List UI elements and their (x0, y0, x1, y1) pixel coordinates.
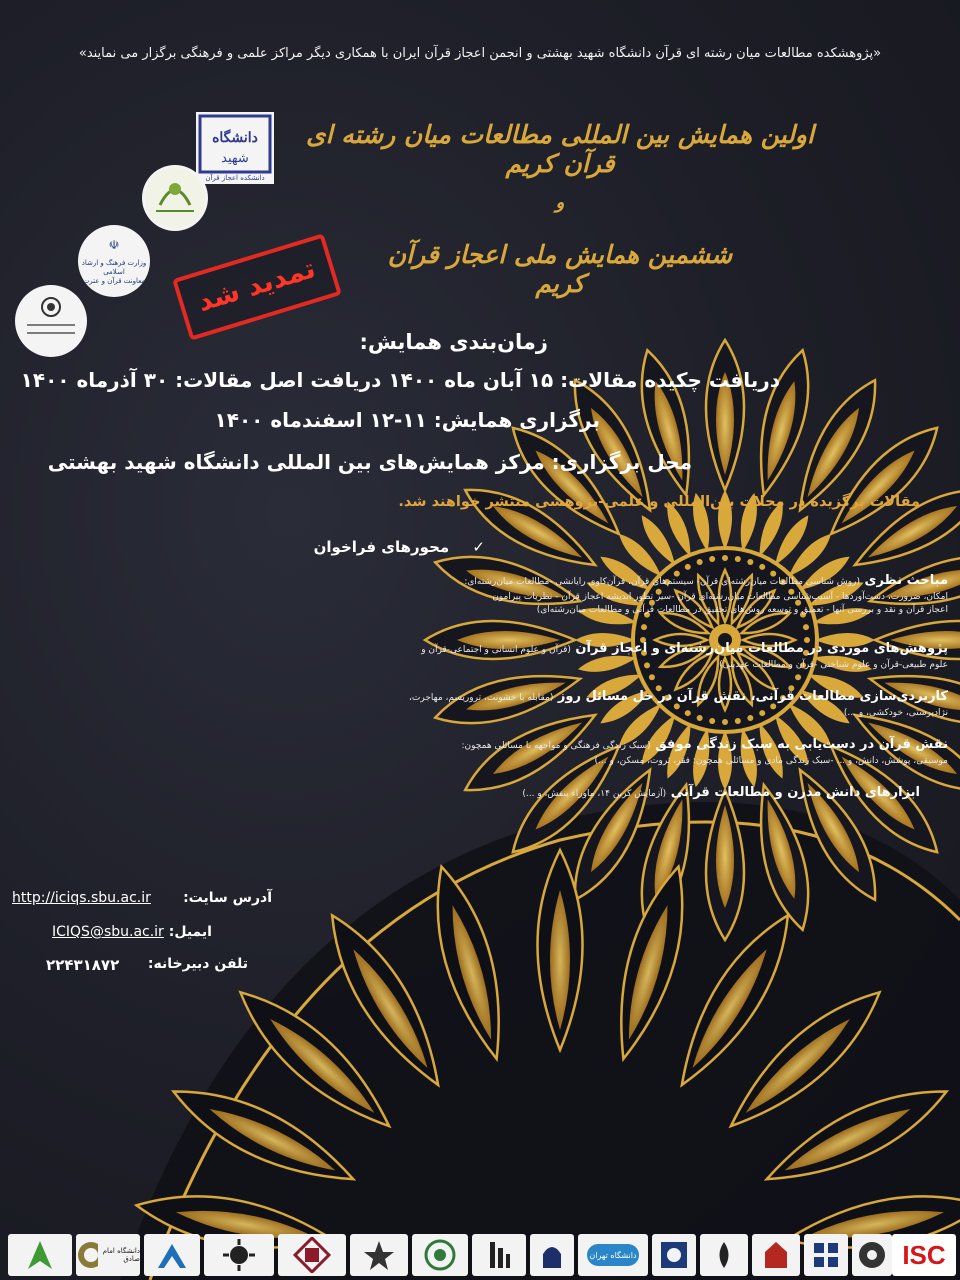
axis-detail-cont: امکان، ضرورت، دست‌آوردها - آسیب‌شناسی مطالعات میان‌رشته‌ای قرآن -سیر تطور اندیشه اعجاز قرآن - نظریات پیرامون (492, 591, 948, 602)
sbu-logo-caption: دانشکده اعجاز قرآن (205, 174, 265, 182)
axis-title: مباحث نظری (864, 573, 948, 588)
sponsor-logo (472, 1234, 526, 1276)
isc-logo: ISC (892, 1234, 956, 1276)
iran-emblem-icon (707, 1238, 741, 1272)
dome-emblem-icon (537, 1238, 567, 1272)
axis-detail: (روش شناسی مطالعات میان‌رشته‌ای قرآن- سیستم‌های قرآن، قرآن‌کاوی رایانشی -مطالعات میان‌رشته‌ای: (464, 577, 861, 587)
star-emblem-icon (361, 1238, 397, 1272)
publication-notice: مقالات برگزیده در مجلات بین‌المللی و علمی-پژوهشی منتشر خواهند شد. (398, 494, 920, 510)
sponsor-logo (700, 1234, 748, 1276)
axis-detail-cont: علوم طبیعی-قرآن و علوم شناختی -قرآن و مطالعات عهدینی) (719, 659, 948, 670)
sponsor-logo (752, 1234, 800, 1276)
sponsor-logo (278, 1234, 346, 1276)
grid-emblem-icon (809, 1238, 843, 1272)
svg-text:☫: ☫ (108, 238, 120, 252)
website-link[interactable]: http://iciqs.sbu.ac.ir (12, 890, 151, 906)
sponsor-logo (350, 1234, 408, 1276)
axis-title: نقش قرآن در دست‌یابی به سبک زندگی موفق (655, 737, 948, 752)
conference-venue: محل برگزاری: مرکز همایش‌های بین المللی دانشگاه شهید بهشتی (47, 450, 692, 474)
extended-stamp: تمدید شد (172, 233, 342, 340)
quran-miracle-society-logo (142, 165, 208, 231)
sponsor-logo (652, 1234, 696, 1276)
imam-sadiq-university-logo (76, 1234, 140, 1276)
circular-seal-icon (15, 285, 87, 357)
axis-item (8, 640, 948, 672)
green-emblem-icon (142, 165, 208, 231)
conference-title-second: ششمین همایش ملی اعجاز قرآن کریم (387, 240, 733, 298)
dark-seal-icon (856, 1238, 888, 1272)
organizers-line: «پژوهشکده مطالعات میان رشته ای قرآن دانشگاه شهید بهشتی و انجمن اعجاز قرآن ایران با همکاری دیگر مراکز علمی و فرهنگی برگزار می نمایند» (78, 46, 882, 61)
islamic-propagation-logo (15, 285, 87, 357)
red-building-icon (759, 1238, 793, 1272)
title-conjunction: و (555, 192, 565, 213)
axis-item (20, 784, 920, 803)
sponsor-logo (852, 1234, 892, 1276)
navy-emblem-icon (657, 1238, 691, 1272)
axis-item (8, 736, 948, 768)
green-figure-icon (20, 1237, 60, 1273)
axis-title: پژوهش‌های موردی در مطالعات میان‌رشته‌ای و اعجاز قرآن (575, 641, 948, 656)
axis-detail-cont: موسیقی، پوشش، دانش، و ... -سبک زندگی مادی و مسائلی همچون: فقر، ثروت، مسکن، و ...) (594, 755, 948, 766)
axis-detail: (مقابله با خشونت، تروریسم، مهاجرت، (409, 693, 554, 703)
mandala-group (120, 340, 960, 1280)
call-axes-heading-label: محورهای فراخوان (313, 538, 450, 556)
ministry-name: وزارت فرهنگ و ارشاد اسلامی (81, 259, 147, 277)
ministry-sub: معاونت قرآن و عترت (82, 277, 146, 286)
website-label: آدرس سایت: (183, 890, 272, 906)
call-axes-heading (314, 538, 485, 556)
sponsor-logo (412, 1234, 468, 1276)
maroon-emblem-icon (292, 1237, 332, 1273)
axis-item (8, 688, 948, 720)
tehran-univ-label: دانشگاه تهران (589, 1250, 637, 1260)
svg-text:دانشگاه: دانشگاه (212, 130, 258, 146)
sponsor-logo (804, 1234, 848, 1276)
schedule-heading: زمان‌بندی همایش: (359, 330, 548, 354)
email-link[interactable]: ICIQS@sbu.ac.ir (52, 924, 164, 940)
sbu-quran-faculty-logo (196, 112, 274, 184)
svg-text:شهید: شهید (221, 151, 249, 166)
imam-sadiq-label: دانشگاه امام صادق (102, 1247, 140, 1263)
submission-deadlines: دریافت چکیده مقالات: ۱۵ آبان ماه ۱۴۰۰ دریافت اصل مقالات: ۳۰ آذرماه ۱۴۰۰ (20, 368, 780, 392)
culture-ministry-logo (78, 225, 150, 297)
book-emblem-icon (154, 1238, 190, 1272)
tehran-university-logo (578, 1234, 648, 1276)
axis-detail-cont: اعجاز قرآن و نقد و بررسی آنها - تعمیق و توسعه روش‌های تحقیق در مطالعات قرآنی و مطالعات میان‌رشته‌ای) (536, 604, 948, 615)
sponsor-logo (8, 1234, 72, 1276)
axis-detail: (قرآن و علوم انسانی و اجتماعی-قرآن و (421, 645, 571, 655)
axis-detail: (آزمایش کربن ۱۴، ماوراء بنفش، و ...) (522, 789, 667, 799)
seal-icon (76, 1240, 98, 1270)
green-seal-icon (423, 1238, 457, 1272)
phone-number: ۲۲۴۳۱۸۷۲ (46, 956, 120, 974)
axis-title: کاربردی‌سازی مطالعات قرآنی، نقش قرآن در حل مسائل روز (557, 689, 948, 704)
axis-item (8, 572, 948, 617)
bars-emblem-icon (484, 1238, 514, 1272)
axis-detail-cont: نژادپرستی، خودکشی، و ...) (843, 707, 948, 718)
sponsor-logo (204, 1234, 274, 1276)
check-icon: ✓ (472, 538, 485, 556)
conference-title-first: اولین همایش بین المللی مطالعات میان رشته ای قرآن کریم (306, 120, 814, 178)
email-label: ایمیل: (168, 924, 212, 940)
axis-detail: (سبک زندگی فرهنگی و مواجهه با مسائلی همچون: (461, 741, 651, 751)
conference-dates: برگزاری همایش: ۱۱-۱۲ اسفندماه ۱۴۰۰ (214, 408, 600, 432)
axis-title: ابزارهای دانش مدرن و مطالعات قرآنی (670, 785, 920, 800)
azad-university-logo (144, 1234, 200, 1276)
sun-emblem-icon (219, 1237, 259, 1273)
sponsor-logos-bar (0, 1228, 960, 1280)
phone-label: تلفن دبیرخانه: (147, 956, 248, 972)
sponsor-logo (530, 1234, 574, 1276)
